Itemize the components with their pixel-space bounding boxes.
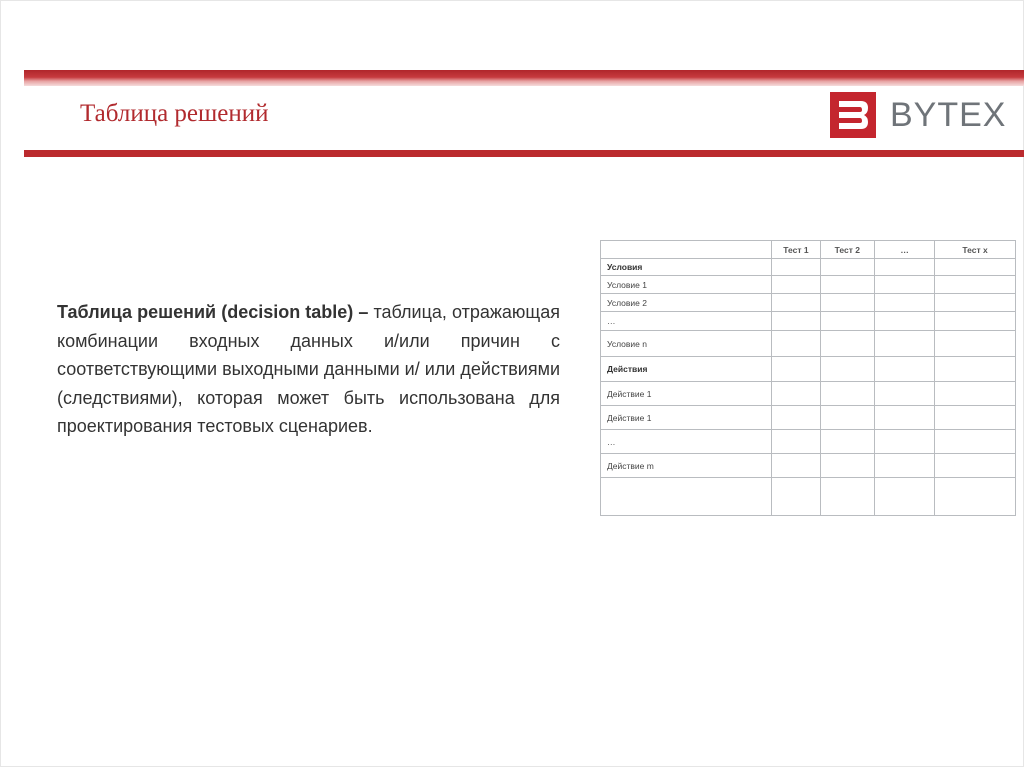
row-label-actions: Действия [601, 357, 772, 382]
table-cell [935, 276, 1016, 294]
column-header-test-1: Тест 1 [772, 241, 820, 259]
table-cell [935, 406, 1016, 430]
table-row [601, 331, 1016, 357]
table-cell [935, 331, 1016, 357]
table-row [601, 357, 1016, 382]
row-label-action-ellipsis: … [601, 430, 772, 454]
column-header-test-x: Тест x [935, 241, 1016, 259]
table-cell [820, 406, 875, 430]
table-cell [820, 454, 875, 478]
table-cell [772, 357, 820, 382]
table-cell [875, 406, 935, 430]
table-cell [820, 430, 875, 454]
row-label-condition-n: Условие n [601, 331, 772, 357]
table-cell [875, 259, 935, 276]
row-label-condition-1: Условие 1 [601, 276, 772, 294]
table-cell [820, 478, 875, 516]
table-row [601, 406, 1016, 430]
table-cell [935, 430, 1016, 454]
table-cell [820, 294, 875, 312]
definition-paragraph [57, 298, 560, 441]
table-cell [875, 312, 935, 331]
table-cell [875, 478, 935, 516]
table-cell [772, 454, 820, 478]
table-row [601, 312, 1016, 331]
table-cell [820, 382, 875, 406]
decision-table [600, 240, 1016, 516]
table-row [601, 259, 1016, 276]
table-row [601, 478, 1016, 516]
row-label-action-1-repeat: Действие 1 [601, 406, 772, 430]
header-band-bottom [24, 150, 1024, 157]
table-cell [935, 478, 1016, 516]
table-cell [875, 430, 935, 454]
table-cell [935, 259, 1016, 276]
table-cell [772, 331, 820, 357]
table-cell [820, 331, 875, 357]
table-cell [875, 382, 935, 406]
table-cell [875, 357, 935, 382]
table-cell [875, 454, 935, 478]
table-cell [772, 406, 820, 430]
table-cell [772, 430, 820, 454]
table-row [601, 276, 1016, 294]
bytex-logo-mark-icon [830, 92, 876, 138]
row-label-action-1: Действие 1 [601, 382, 772, 406]
row-label-action-m: Действие m [601, 454, 772, 478]
slide-title: Таблица решений [80, 100, 269, 127]
table-cell [820, 357, 875, 382]
table-cell [772, 276, 820, 294]
table-row [601, 454, 1016, 478]
header-band-top [24, 70, 1024, 86]
table-cell [820, 259, 875, 276]
table-cell [772, 478, 820, 516]
definition-body: таблица, отражающая комбинации входных данных и/или причин с соответствующими выходными данными и/ или действиями (следствиями), которая может быть использована для проектирования тестовых сценариев. [57, 302, 560, 436]
decision-table-header-row [601, 241, 1016, 259]
table-cell [935, 382, 1016, 406]
row-label-empty [601, 478, 772, 516]
table-cell [772, 312, 820, 331]
table-cell [875, 276, 935, 294]
brand-name: BYTEX [890, 96, 1007, 134]
table-cell [772, 294, 820, 312]
definition-term: Таблица решений (decision table) – [57, 302, 369, 322]
table-cell [875, 331, 935, 357]
table-cell [820, 312, 875, 331]
table-cell [772, 382, 820, 406]
column-header-ellipsis: … [875, 241, 935, 259]
table-cell [935, 294, 1016, 312]
table-row [601, 294, 1016, 312]
brand-logo [830, 92, 1006, 138]
table-cell [772, 259, 820, 276]
column-header-test-2: Тест 2 [820, 241, 875, 259]
table-row [601, 430, 1016, 454]
row-label-condition-ellipsis: … [601, 312, 772, 331]
row-label-condition-2: Условие 2 [601, 294, 772, 312]
table-cell [875, 294, 935, 312]
table-cell [935, 454, 1016, 478]
row-label-conditions: Условия [601, 259, 772, 276]
table-cell [820, 276, 875, 294]
column-header-blank [601, 241, 772, 259]
table-cell [935, 312, 1016, 331]
table-row [601, 382, 1016, 406]
table-cell [935, 357, 1016, 382]
